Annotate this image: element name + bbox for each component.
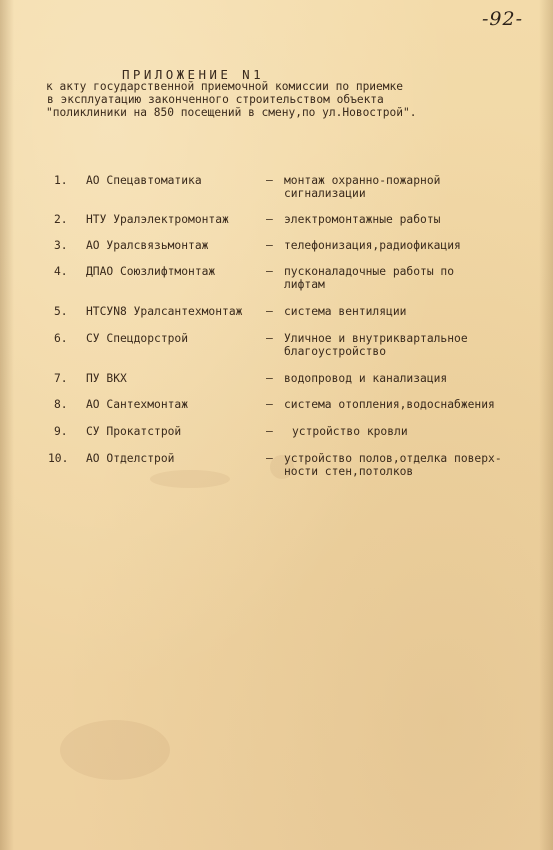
item-work [284,213,520,226]
item-work [284,332,520,358]
page-number: -92- [482,8,524,30]
item-work-line: пусконаладочные работы по [284,265,455,278]
item-organization: СУ Прокатстрой [86,425,182,438]
item-dash: – [266,265,273,278]
item-work-line: система отопления,водоснабжения [284,398,495,411]
item-work [284,239,520,252]
item-dash: – [266,372,273,385]
item-number: 4. [54,265,68,278]
item-work [284,305,520,318]
intro-line: "поликлиники на 850 посещений в смену,по ул.Новострой". [46,106,417,119]
item-organization: ПУ ВКХ [86,372,127,385]
paper-stain [150,470,230,488]
item-work [284,372,520,385]
item-organization: ДПАО Союзлифтмонтаж [86,265,216,278]
item-dash: – [266,398,273,411]
item-dash: – [266,174,273,187]
item-organization: АО Спецавтоматика [86,174,202,187]
paper-stain [60,720,170,780]
item-dash: – [266,305,273,318]
appendix-intro [46,80,516,119]
item-organization: АО Отделстрой [86,452,175,465]
item-work-line: Уличное и внутриквартальное [284,332,468,345]
item-work-line: устройство полов,отделка поверх- [284,452,502,465]
item-number: 3. [54,239,68,252]
item-work-line: система вентиляции [284,305,407,318]
item-dash: – [266,332,273,345]
item-work-line: благоустройство [284,345,387,358]
intro-line: к акту государственной приемочной комиссии по приемке [46,80,403,93]
item-number: 8. [54,398,68,411]
item-work [284,398,520,411]
item-work [284,265,520,291]
item-organization: АО Уралсвязьмонтаж [86,239,209,252]
item-work-line: водопровод и канализация [284,372,448,385]
item-dash: – [266,425,273,438]
item-dash: – [266,452,273,465]
item-number: 6. [54,332,68,345]
item-work-line: электромонтажные работы [284,213,441,226]
item-work [284,452,520,478]
item-number: 5. [54,305,68,318]
intro-line: в эксплуатацию законченного строительством объекта [47,93,384,106]
page-edge-shadow-left [0,0,14,850]
item-organization: НТСУN8 Уралсантехмонтаж [86,305,243,318]
page-edge-shadow-right [539,0,553,850]
item-number: 2. [54,213,68,226]
item-organization: АО Сантехмонтаж [86,398,189,411]
item-work [284,425,528,438]
item-work-line: ности стен,потолков [284,465,414,478]
item-organization: НТУ Уралэлектромонтаж [86,213,229,226]
item-dash: – [266,213,273,226]
item-work-line: монтаж охранно-пожарной [284,174,441,187]
item-work-line: сигнализации [284,187,366,200]
item-number: 1. [54,174,68,187]
item-work [284,174,520,200]
item-number: 10. [48,452,69,465]
item-dash: – [266,239,273,252]
item-work-line: телефонизация,радиофикация [284,239,461,252]
item-number: 9. [54,425,68,438]
appendix-heading: ПРИЛОЖЕНИЕ N1 [122,67,265,82]
item-organization: СУ Спецдорстрой [86,332,189,345]
item-work-line: устройство кровли [292,425,408,438]
item-work-line: лифтам [284,278,325,291]
item-number: 7. [54,372,68,385]
